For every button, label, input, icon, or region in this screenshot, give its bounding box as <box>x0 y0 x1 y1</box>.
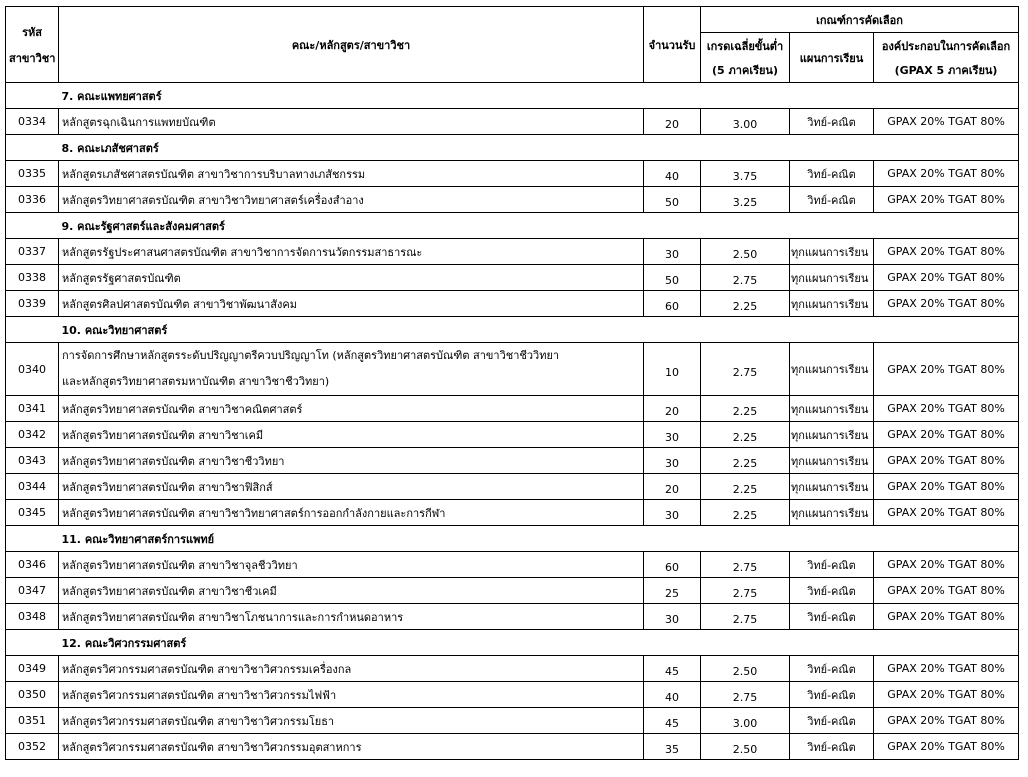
program-code: 0337 <box>6 239 59 265</box>
program-name <box>59 422 644 448</box>
program-code: 0339 <box>6 291 59 317</box>
min-gpa-value: 2.75 <box>701 604 790 630</box>
seats-value: 40 <box>644 161 701 187</box>
selection-composition: GPAX 20% TGAT 80% <box>874 656 1019 682</box>
program-code: 0352 <box>6 734 59 760</box>
program-code: 0347 <box>6 578 59 604</box>
header-comp-line2: (GPAX 5 ภาคเรียน) <box>874 58 1019 83</box>
selection-composition: GPAX 20% TGAT 80% <box>874 552 1019 578</box>
table-row <box>6 448 1019 474</box>
faculty-name: 8. คณะเภสัชศาสตร์ <box>59 135 1019 161</box>
table-row <box>6 708 1019 734</box>
seats-value: 40 <box>644 682 701 708</box>
study-plan: วิทย์-คณิต <box>790 708 874 734</box>
seats-value: 50 <box>644 265 701 291</box>
faculty-row <box>6 83 1019 109</box>
admission-table <box>5 6 1019 760</box>
program-code: 0343 <box>6 448 59 474</box>
program-name <box>59 552 644 578</box>
study-plan: ทุกแผนการเรียน <box>790 239 874 265</box>
selection-composition: GPAX 20% TGAT 80% <box>874 265 1019 291</box>
program-name-line1: หลักสูตรวิศวกรรมศาสตรบัณฑิต สาขาวิชาวิศวกรรมเครื่องกล <box>62 662 352 676</box>
selection-composition: GPAX 20% TGAT 80% <box>874 708 1019 734</box>
study-plan: ทุกแผนการเรียน <box>790 500 874 526</box>
table-row <box>6 552 1019 578</box>
program-code: 0335 <box>6 161 59 187</box>
program-name-line1: หลักสูตรศิลปศาสตรบัณฑิต สาขาวิชาพัฒนาสังคม <box>62 297 297 311</box>
table-row <box>6 396 1019 422</box>
program-name <box>59 734 644 760</box>
seats-value: 45 <box>644 708 701 734</box>
table-row <box>6 500 1019 526</box>
min-gpa-value: 2.25 <box>701 396 790 422</box>
min-gpa-value: 2.75 <box>701 552 790 578</box>
faculty-row <box>6 526 1019 552</box>
program-name <box>59 265 644 291</box>
table-row <box>6 604 1019 630</box>
study-plan: วิทย์-คณิต <box>790 734 874 760</box>
program-name <box>59 604 644 630</box>
program-name-line1: หลักสูตรวิทยาศาสตรบัณฑิต สาขาวิชาชีววิทยา <box>62 454 285 468</box>
min-gpa-value: 2.25 <box>701 422 790 448</box>
program-name-line2: และหลักสูตรวิทยาศาสตรมหาบัณฑิต สาขาวิชาชีววิทยา) <box>62 375 330 388</box>
program-code: 0349 <box>6 656 59 682</box>
header-gpa-line2: (5 ภาคเรียน) <box>701 58 790 83</box>
table-body <box>6 83 1019 760</box>
seats-value: 60 <box>644 291 701 317</box>
faculty-code-cell <box>6 317 59 343</box>
seats-value: 60 <box>644 552 701 578</box>
program-name <box>59 500 644 526</box>
faculty-row <box>6 135 1019 161</box>
selection-composition: GPAX 20% TGAT 80% <box>874 474 1019 500</box>
selection-composition: GPAX 20% TGAT 80% <box>874 161 1019 187</box>
study-plan: ทุกแผนการเรียน <box>790 474 874 500</box>
program-code: 0348 <box>6 604 59 630</box>
study-plan: ทุกแผนการเรียน <box>790 343 874 396</box>
program-code: 0334 <box>6 109 59 135</box>
table-row <box>6 187 1019 213</box>
min-gpa-value: 2.75 <box>701 682 790 708</box>
program-code: 0344 <box>6 474 59 500</box>
faculty-code-cell <box>6 526 59 552</box>
header-comp-line1: องค์ประกอบในการคัดเลือก <box>874 33 1019 59</box>
selection-composition: GPAX 20% TGAT 80% <box>874 448 1019 474</box>
header-plan: แผนการเรียน <box>790 33 874 83</box>
table-row <box>6 422 1019 448</box>
program-name <box>59 474 644 500</box>
table-row <box>6 265 1019 291</box>
faculty-code-cell <box>6 83 59 109</box>
faculty-code-cell <box>6 213 59 239</box>
faculty-code-cell <box>6 135 59 161</box>
faculty-row <box>6 317 1019 343</box>
faculty-code-cell <box>6 630 59 656</box>
min-gpa-value: 2.75 <box>701 343 790 396</box>
min-gpa-value: 3.25 <box>701 187 790 213</box>
table-row <box>6 109 1019 135</box>
selection-composition: GPAX 20% TGAT 80% <box>874 239 1019 265</box>
program-code: 0342 <box>6 422 59 448</box>
study-plan: ทุกแผนการเรียน <box>790 448 874 474</box>
min-gpa-value: 2.75 <box>701 578 790 604</box>
min-gpa-value: 2.25 <box>701 291 790 317</box>
min-gpa-value: 2.50 <box>701 656 790 682</box>
seats-value: 50 <box>644 187 701 213</box>
program-name <box>59 578 644 604</box>
faculty-row <box>6 630 1019 656</box>
selection-composition: GPAX 20% TGAT 80% <box>874 422 1019 448</box>
table-row <box>6 474 1019 500</box>
faculty-name: 7. คณะแพทยศาสตร์ <box>59 83 1019 109</box>
selection-composition: GPAX 20% TGAT 80% <box>874 187 1019 213</box>
seats-value: 30 <box>644 604 701 630</box>
table-row <box>6 239 1019 265</box>
program-name <box>59 708 644 734</box>
min-gpa-value: 3.00 <box>701 109 790 135</box>
study-plan: ทุกแผนการเรียน <box>790 291 874 317</box>
min-gpa-value: 2.25 <box>701 448 790 474</box>
header-criteria: เกณฑ์การคัดเลือก <box>701 7 1019 33</box>
selection-composition: GPAX 20% TGAT 80% <box>874 343 1019 396</box>
program-name <box>59 291 644 317</box>
table-row <box>6 734 1019 760</box>
program-code: 0341 <box>6 396 59 422</box>
program-code: 0350 <box>6 682 59 708</box>
table-row <box>6 578 1019 604</box>
program-name-line1: หลักสูตรวิทยาศาสตรบัณฑิต สาขาวิชาฟิสิกส์ <box>62 480 273 494</box>
program-name <box>59 109 644 135</box>
program-name-line1: หลักสูตรวิศวกรรมศาสตรบัณฑิต สาขาวิชาวิศวกรรมอุตสาหการ <box>62 740 362 754</box>
faculty-name: 10. คณะวิทยาศาสตร์ <box>59 317 1019 343</box>
program-name-line1: หลักสูตรวิศวกรรมศาสตรบัณฑิต สาขาวิชาวิศวกรรมโยธา <box>62 714 335 728</box>
program-name-line1: หลักสูตรวิทยาศาสตรบัณฑิต สาขาวิชาชีวเคมี <box>62 584 277 598</box>
seats-value: 20 <box>644 109 701 135</box>
table-row <box>6 656 1019 682</box>
selection-composition: GPAX 20% TGAT 80% <box>874 578 1019 604</box>
table-row <box>6 291 1019 317</box>
faculty-row <box>6 213 1019 239</box>
program-name-line1: หลักสูตรวิทยาศาสตรบัณฑิต สาขาวิชาจุลชีววิทยา <box>62 558 298 572</box>
header-code <box>6 7 59 83</box>
program-code: 0340 <box>6 343 59 396</box>
min-gpa-value: 2.50 <box>701 239 790 265</box>
program-name-line1: หลักสูตรรัฐประศาสนศาสตรบัณฑิต สาขาวิชาการจัดการนวัตกรรมสาธารณะ <box>62 245 423 259</box>
study-plan: ทุกแผนการเรียน <box>790 396 874 422</box>
seats-value: 20 <box>644 396 701 422</box>
seats-value: 35 <box>644 734 701 760</box>
seats-value: 25 <box>644 578 701 604</box>
study-plan: วิทย์-คณิต <box>790 578 874 604</box>
seats-value: 30 <box>644 422 701 448</box>
study-plan: วิทย์-คณิต <box>790 161 874 187</box>
study-plan: วิทย์-คณิต <box>790 552 874 578</box>
program-name-line1: หลักสูตรวิศวกรรมศาสตรบัณฑิต สาขาวิชาวิศวกรรมไฟฟ้า <box>62 688 337 702</box>
seats-value: 30 <box>644 448 701 474</box>
faculty-name: 9. คณะรัฐศาสตร์และสังคมศาสตร์ <box>59 213 1019 239</box>
header-code-line1: รหัส <box>22 25 42 39</box>
min-gpa-value: 2.50 <box>701 734 790 760</box>
table-row <box>6 161 1019 187</box>
program-code: 0346 <box>6 552 59 578</box>
selection-composition: GPAX 20% TGAT 80% <box>874 682 1019 708</box>
program-name-line1: หลักสูตรวิทยาศาสตรบัณฑิต สาขาวิชาคณิตศาสตร์ <box>62 402 303 416</box>
program-name <box>59 239 644 265</box>
program-name-line1: หลักสูตรวิทยาศาสตรบัณฑิต สาขาวิชาเคมี <box>62 428 264 442</box>
selection-composition: GPAX 20% TGAT 80% <box>874 291 1019 317</box>
program-name <box>59 161 644 187</box>
study-plan: วิทย์-คณิต <box>790 187 874 213</box>
study-plan: วิทย์-คณิต <box>790 109 874 135</box>
program-name-line1: หลักสูตรฉุกเฉินการแพทยบัณฑิต <box>62 115 216 129</box>
selection-composition: GPAX 20% TGAT 80% <box>874 109 1019 135</box>
selection-composition: GPAX 20% TGAT 80% <box>874 396 1019 422</box>
seats-value: 20 <box>644 474 701 500</box>
faculty-name: 12. คณะวิศวกรรมศาสตร์ <box>59 630 1019 656</box>
table-row <box>6 343 1019 396</box>
selection-composition: GPAX 20% TGAT 80% <box>874 500 1019 526</box>
header-seats: จำนวนรับ <box>644 7 701 83</box>
study-plan: ทุกแผนการเรียน <box>790 265 874 291</box>
faculty-name: 11. คณะวิทยาศาสตร์การแพทย์ <box>59 526 1019 552</box>
program-name-line1: การจัดการศึกษาหลักสูตรระดับปริญญาตรีควบปริญญาโท (หลักสูตรวิทยาศาสตรบัณฑิต สาขาวิชาชีววิทยา <box>62 349 560 362</box>
program-name-line1: หลักสูตรเภสัชศาสตรบัณฑิต สาขาวิชาการบริบาลทางเภสัชกรรม <box>62 167 366 181</box>
program-name <box>59 448 644 474</box>
table-header <box>6 7 1019 83</box>
study-plan: ทุกแผนการเรียน <box>790 422 874 448</box>
min-gpa-value: 3.75 <box>701 161 790 187</box>
program-name <box>59 187 644 213</box>
program-code: 0345 <box>6 500 59 526</box>
seats-value: 45 <box>644 656 701 682</box>
program-name <box>59 343 644 396</box>
program-code: 0336 <box>6 187 59 213</box>
header-program: คณะ/หลักสูตร/สาขาวิชา <box>59 7 644 83</box>
program-name-line1: หลักสูตรวิทยาศาสตรบัณฑิต สาขาวิชาวิทยาศาสตร์การออกกำลังกายและการกีฬา <box>62 506 446 520</box>
program-name-line1: หลักสูตรวิทยาศาสตรบัณฑิต สาขาวิชาโภชนาการและการกำหนดอาหาร <box>62 610 404 624</box>
program-name <box>59 656 644 682</box>
seats-value: 30 <box>644 239 701 265</box>
min-gpa-value: 2.25 <box>701 500 790 526</box>
header-gpa-line1: เกรดเฉลี่ยขั้นต่ำ <box>701 33 790 59</box>
program-name <box>59 682 644 708</box>
selection-composition: GPAX 20% TGAT 80% <box>874 734 1019 760</box>
program-name-line1: หลักสูตรวิทยาศาสตรบัณฑิต สาขาวิชาวิทยาศาสตร์เครื่องสำอาง <box>62 193 364 207</box>
header-code-line2: สาขาวิชา <box>9 51 56 65</box>
selection-composition: GPAX 20% TGAT 80% <box>874 604 1019 630</box>
seats-value: 10 <box>644 343 701 396</box>
seats-value: 30 <box>644 500 701 526</box>
study-plan: วิทย์-คณิต <box>790 656 874 682</box>
study-plan: วิทย์-คณิต <box>790 604 874 630</box>
min-gpa-value: 2.25 <box>701 474 790 500</box>
program-name <box>59 396 644 422</box>
program-code: 0338 <box>6 265 59 291</box>
program-code: 0351 <box>6 708 59 734</box>
study-plan: วิทย์-คณิต <box>790 682 874 708</box>
program-name-line1: หลักสูตรรัฐศาสตรบัณฑิต <box>62 271 181 285</box>
table-row <box>6 682 1019 708</box>
min-gpa-value: 2.75 <box>701 265 790 291</box>
min-gpa-value: 3.00 <box>701 708 790 734</box>
